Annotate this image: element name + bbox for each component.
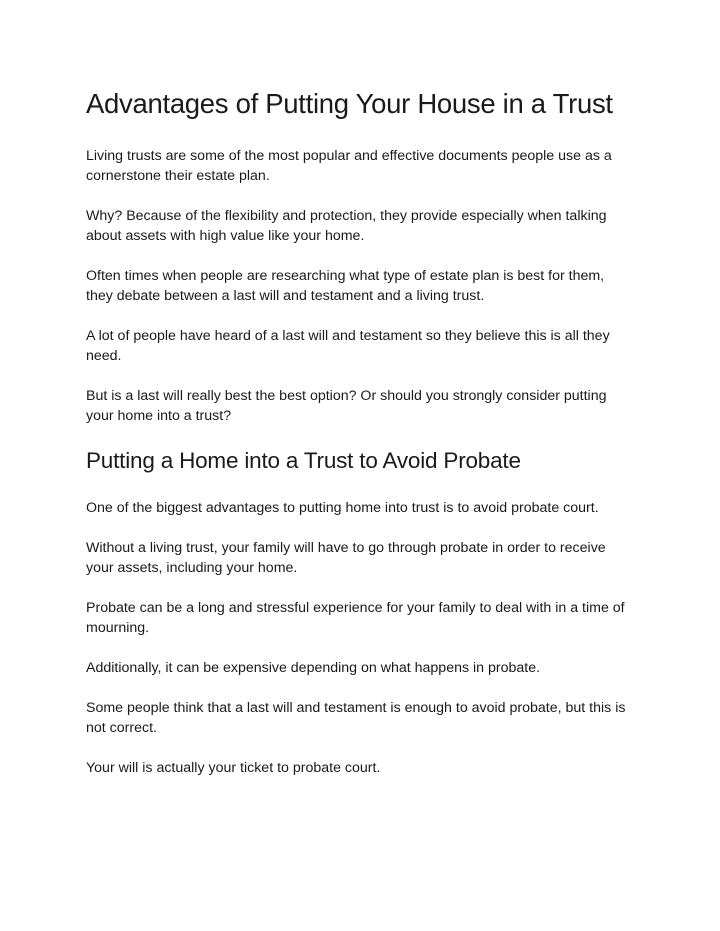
paragraph: Probate can be a long and stressful experience for your family to deal with in a time of mourning. <box>86 600 625 636</box>
paragraph: Often times when people are researching what type of estate plan is best for them, they debate between a last will and testament and a living trust. <box>86 268 605 304</box>
page-title: Advantages of Putting Your House in a Trust <box>86 88 613 119</box>
paragraph: Why? Because of the flexibility and protection, they provide especially when talking about assets with high value like your home. <box>86 208 607 244</box>
paragraph: Without a living trust, your family will have to go through probate in order to receive your assets, including your home. <box>86 540 606 576</box>
section-heading: Putting a Home into a Trust to Avoid Probate <box>86 448 521 473</box>
paragraph: Your will is actually your ticket to probate court. <box>86 760 381 776</box>
paragraph: Living trusts are some of the most popular and effective documents people use as a cornerstone their estate plan. <box>86 148 612 184</box>
paragraph: But is a last will really best the best option? Or should you strongly consider putting your home into a trust? <box>86 388 607 424</box>
paragraph: Additionally, it can be expensive depending on what happens in probate. <box>86 660 541 676</box>
paragraph: One of the biggest advantages to putting home into trust is to avoid probate court. <box>86 500 599 516</box>
paragraph: Some people think that a last will and testament is enough to avoid probate, but this is not correct. <box>86 700 626 736</box>
paragraph: A lot of people have heard of a last will and testament so they believe this is all they need. <box>86 328 610 364</box>
